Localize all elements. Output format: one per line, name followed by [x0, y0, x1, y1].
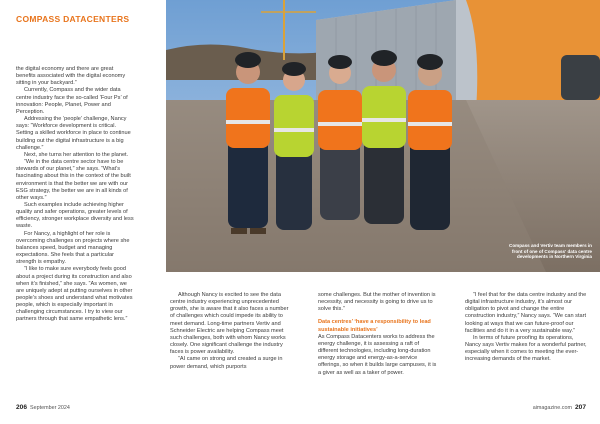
paragraph: For Nancy, a highlight of her role is overcoming challenges on projects where she balances speed, budget and managing expectations. She feels that a particular strength is empathy. — [16, 230, 130, 266]
website: aimagazine.com — [532, 405, 572, 411]
page-number: 207 — [574, 404, 586, 411]
team-photo — [166, 0, 600, 272]
paragraph: the digital economy and there are great benefits associated with the digital economy sitting in your backyard.” — [16, 66, 126, 87]
paragraph: As Compass Datacenters works to address the energy challenge, it is assessing a raft of different technologies, including long-duration energy storage and energy-as-a-service offerings, so when it builds large campuses, it is a giver as well as a taker of power. — [318, 333, 437, 376]
paragraph: Addressing the ‘people’ challenge, Nancy says: “Workforce development is critical. Setting a skilled workforce in place to continue building out the digital infrastructure is a big challenge.” — [16, 116, 131, 151]
paragraph: “AI came on strong and created a surge in power demand, which purports — [170, 356, 283, 370]
paragraph: “I like to make sure everybody feels good about a project during its construction and also when it’s finished,” she says. “As women, we are uniquely adept at putting ourselves in other people’s shoes and understand what motivates people, which is especially important in challenging circumstances. I try to view our partners through that same empathetic lens.” — [16, 266, 133, 323]
issue-date: September 2024 — [30, 405, 70, 411]
paragraph: “I feel that for the data centre industry and the digital infrastructure industry, it’s almost our obligation to pivot and change the entire construction industry,” Nancy says. “We can start looking at ways that we can future-proof our facilities and do it in a very sustainable way.” — [465, 292, 587, 334]
article-column-4 — [465, 292, 587, 364]
article-column-1 — [16, 66, 134, 324]
paragraph: Although Nancy is excited to see the data centre industry experiencing unprecedented growth, she is aware that it also faces a number of challenges which could impede its ability to meet demand. Long-time partners Vertiv and Schneider Electric are helping Compass meet such challenges, both with whom Nancy works closely. One significant challenge the industry faces is power availability. — [170, 292, 289, 356]
page-number: 206 — [16, 404, 28, 411]
section-label: COMPASS DATACENTERS — [16, 14, 130, 24]
paragraph: Such examples include achieving higher quality and safer operations, greater levels of efficiency, stronger workplace diversity and less waste. — [16, 201, 134, 230]
photo-illustration — [166, 0, 600, 272]
paragraph: some challenges. But the mother of invention is necessity, and necessity is going to drive us to solve this.” — [318, 292, 436, 313]
paragraph: Currently, Compass and the wider data centre industry face the so-called ‘Four Ps’ of innovation: People, Planet, Power and Perception. — [16, 87, 128, 115]
photo-caption: Compass and Vertiv team members in front of one of Compass' data centre developments in Northern Virginia — [509, 243, 592, 260]
subheading: Data centres’ ‘have a responsibility to lead sustainable initiatives’ — [318, 319, 431, 333]
right-folio — [533, 404, 586, 411]
left-folio — [16, 404, 70, 411]
paragraph: “We in the data centre sector have to be stewards of our planet,” she says. “What’s fascinating about this in the context of the built environment is that the better we are with our ESG strategy, the better we are in all kinds of other ways.” — [16, 159, 131, 201]
article-column-3 — [318, 292, 440, 377]
article-column-2 — [170, 292, 290, 371]
paragraph: In terms of future proofing its operations, Nancy says Vertiv makes for a wonderful partner, especially when it comes to meeting the ever-increasing demands of the market. — [465, 334, 587, 363]
paragraph: Next, she turns her attention to the planet. — [24, 151, 129, 158]
